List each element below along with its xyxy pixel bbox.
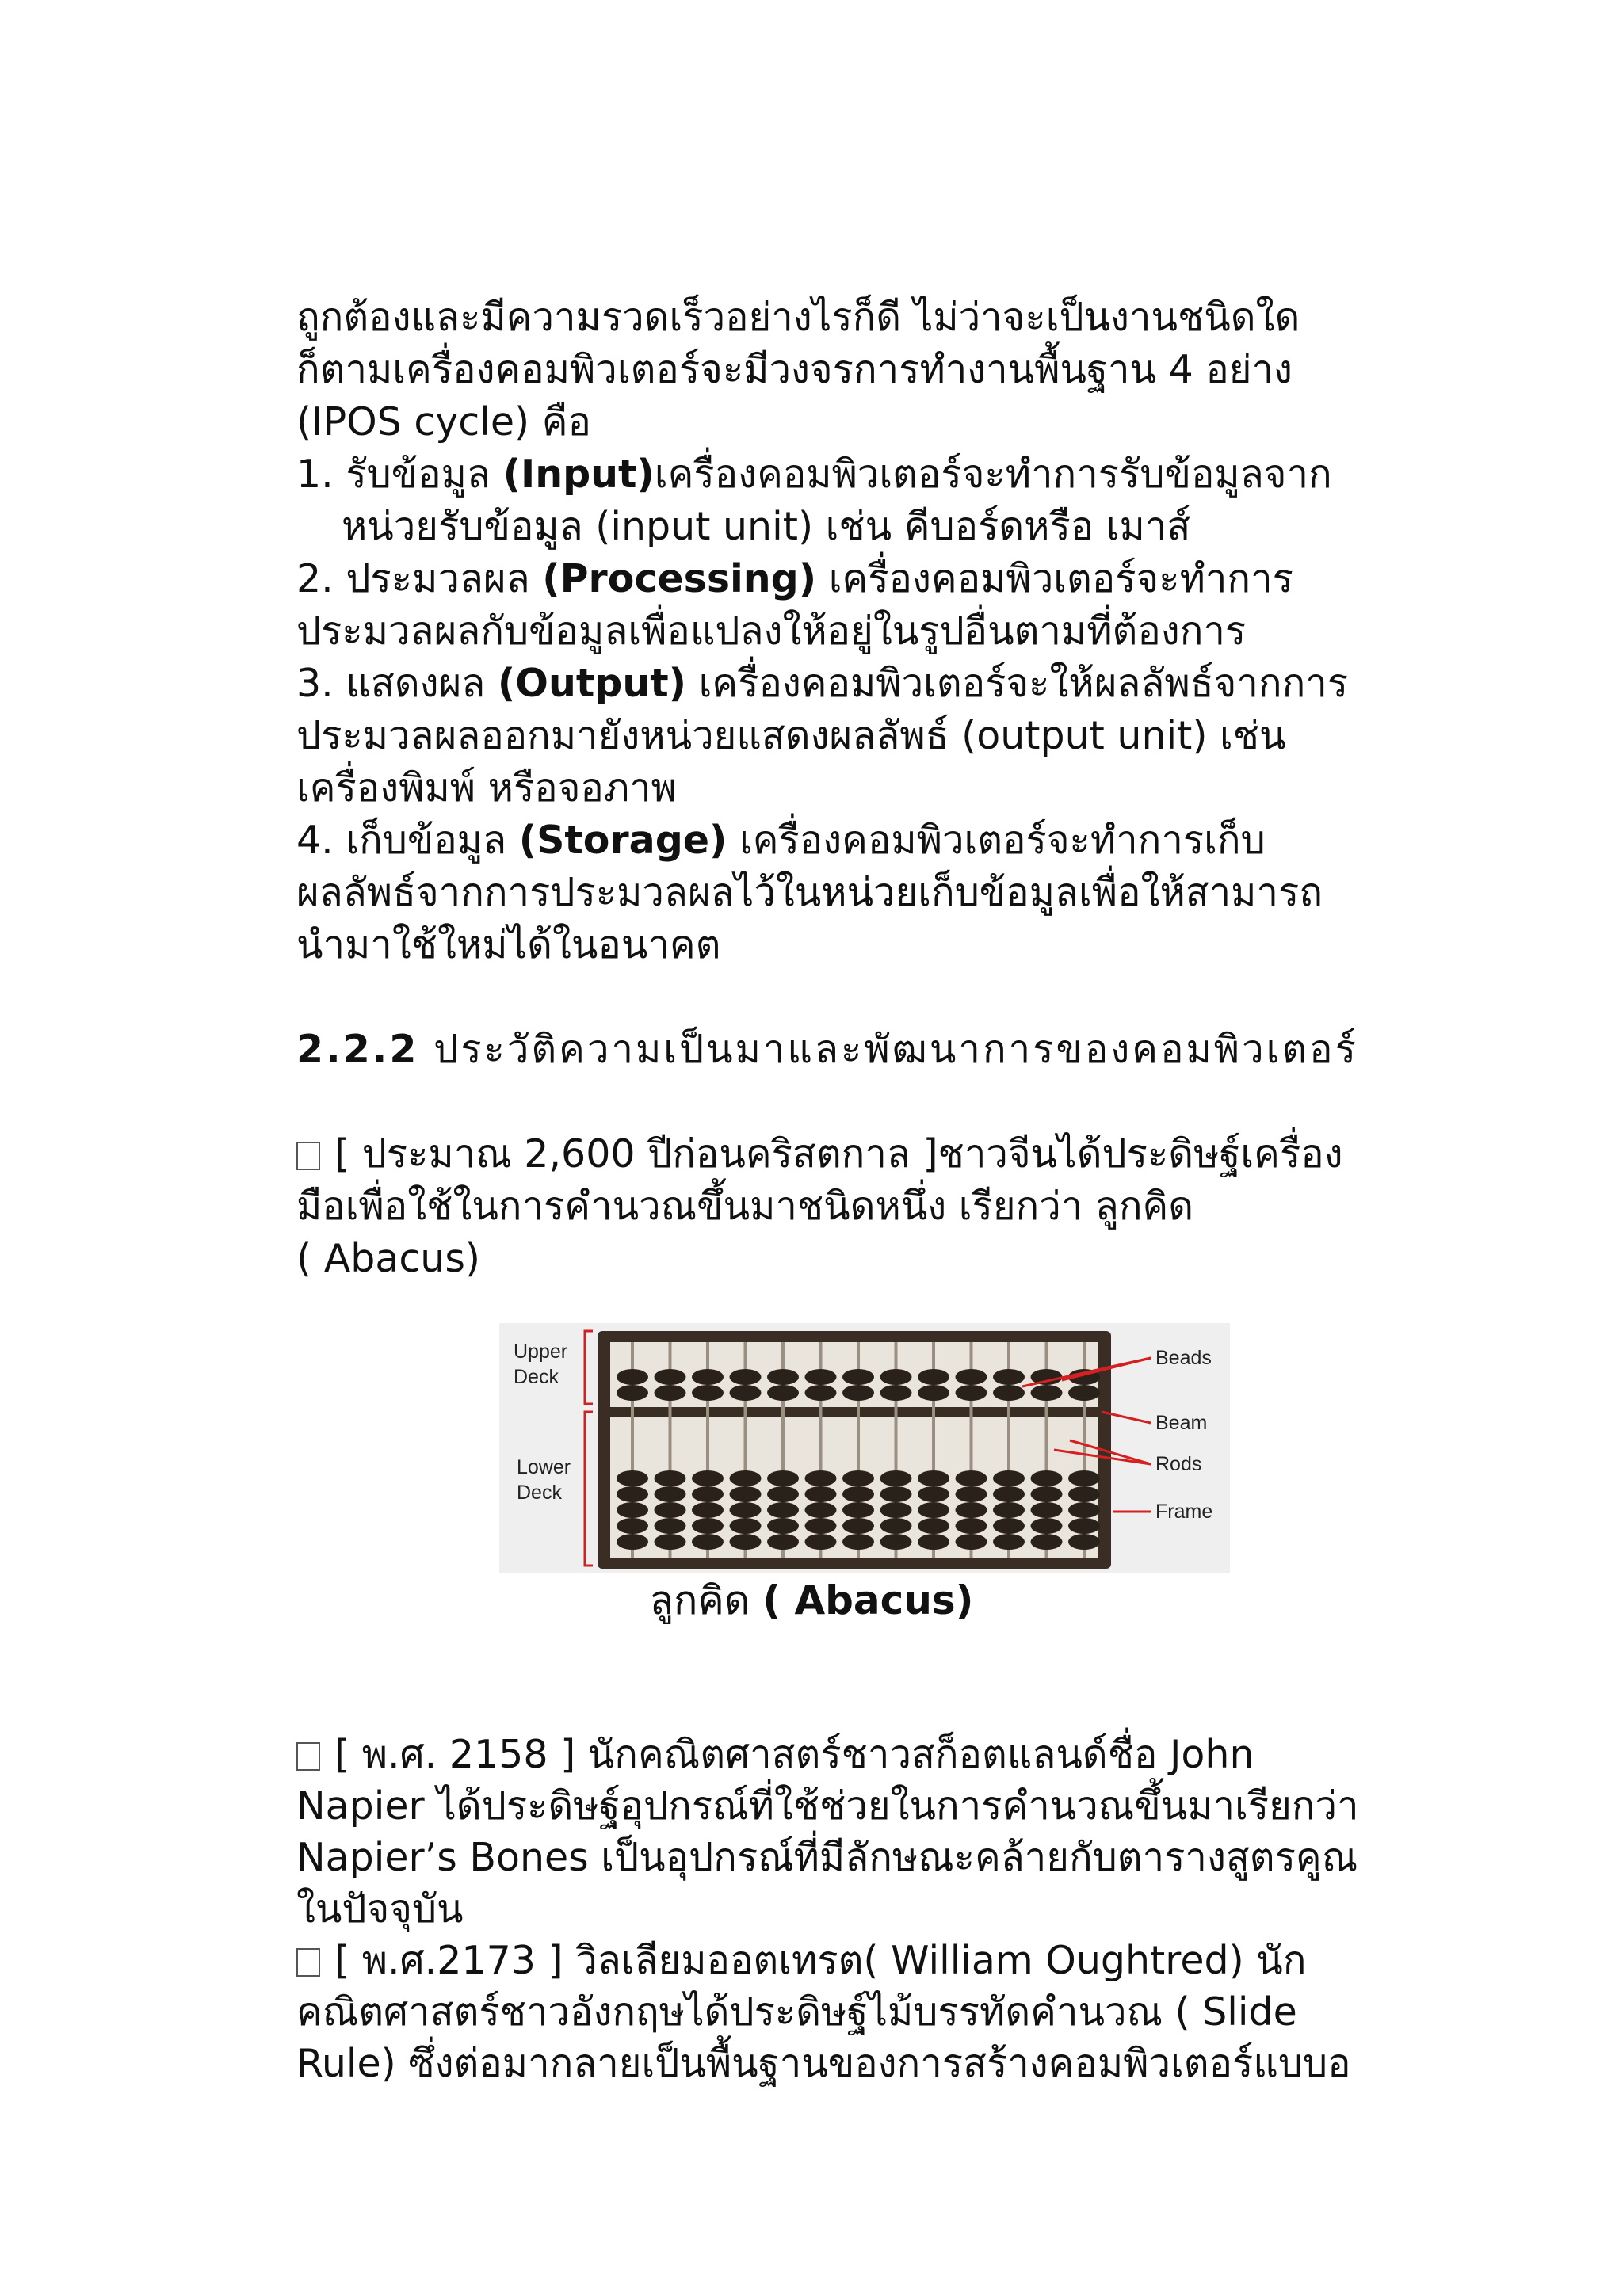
paragraph-line: ก็ตามเครื่องคอมพิวเตอร์จะมีวงจรการทำงานพื้นฐาน 4 อย่าง (296, 347, 1293, 392)
abacus-bead (617, 1518, 648, 1534)
abacus-bead (805, 1486, 837, 1502)
step-output-line2: ประมวลผลออกมายังหน่วยแสดงผลลัพธ์ (output unit) เช่น (296, 713, 1286, 758)
abacus-bead (1068, 1502, 1100, 1518)
abacus-bead (692, 1385, 724, 1401)
abacus-bead (655, 1486, 686, 1502)
step-processing: 2. ประมวลผล (Processing) เครื่องคอมพิวเตอร์จะทำการ (296, 556, 1293, 601)
abacus-bead (842, 1534, 874, 1550)
abacus-bead (993, 1385, 1025, 1401)
abacus-bead (730, 1385, 762, 1401)
abacus-bead (1031, 1470, 1063, 1486)
lower-deck-bracket (585, 1412, 593, 1566)
abacus-bead (1031, 1534, 1063, 1550)
abacus-bead (880, 1385, 912, 1401)
abacus-diagram (499, 1323, 1230, 1573)
step-processing-line2: ประมวลผลกับข้อมูลเพื่อแปลงให้อยู่ในรูปอื่นตามที่ต้องการ (296, 608, 1247, 654)
abacus-bead (842, 1369, 874, 1385)
main-text (296, 292, 1453, 1285)
section-heading: 2.2.2 ประวัติความเป็นมาและพัฒนาการของคอมพิวเตอร์ (296, 1027, 1358, 1072)
abacus-bead (956, 1534, 987, 1550)
abacus-bead (1031, 1385, 1063, 1401)
abacus-bead (730, 1470, 762, 1486)
abacus-bead (617, 1502, 648, 1518)
abacus-bead (880, 1502, 912, 1518)
bullet-box-icon (296, 1948, 320, 1977)
abacus-bead (993, 1518, 1025, 1534)
abacus-bead (956, 1470, 987, 1486)
abacus-bead (692, 1486, 724, 1502)
abacus-bead (767, 1502, 799, 1518)
lower-text (296, 1729, 1469, 2089)
bullet-box-icon (296, 1742, 320, 1771)
step-output: 3. แสดงผล (Output) เครื่องคอมพิวเตอร์จะให้ผลลัพธ์จากการ (296, 661, 1349, 706)
abacus-bead (1068, 1385, 1100, 1401)
abacus-bead (730, 1369, 762, 1385)
abacus-bead (805, 1534, 837, 1550)
abacus-bead (617, 1369, 648, 1385)
abacus-bead (1068, 1486, 1100, 1502)
abacus-bead (617, 1385, 648, 1401)
frame-label: Frame (1155, 1501, 1213, 1523)
history-item-napier: [ พ.ศ. 2158 ] นักคณิตศาสตร์ชาวสก็อตแลนด์ชื่อ John (296, 1729, 1469, 1780)
beads-label: Beads (1155, 1347, 1212, 1369)
abacus-bead (1031, 1502, 1063, 1518)
history-line: ในปัจจุบัน (296, 1886, 464, 1932)
abacus-bead (842, 1385, 874, 1401)
abacus-bead (842, 1518, 874, 1534)
abacus-bead (918, 1470, 949, 1486)
abacus-bead (805, 1518, 837, 1534)
abacus-bead (730, 1518, 762, 1534)
abacus-bead (767, 1385, 799, 1401)
paragraph-line: (IPOS cycle) คือ (296, 399, 591, 444)
abacus-bead (918, 1486, 949, 1502)
lower-deck-label-1: Lower (517, 1456, 571, 1478)
abacus-bead (767, 1534, 799, 1550)
abacus-bead (956, 1486, 987, 1502)
abacus-bead (655, 1534, 686, 1550)
abacus-bead (805, 1385, 837, 1401)
abacus-bead (1068, 1518, 1100, 1534)
figure-caption: ลูกคิด ( Abacus) (649, 1577, 974, 1623)
abacus-bead (956, 1385, 987, 1401)
abacus-bead (842, 1486, 874, 1502)
step-storage: 4. เก็บข้อมูล (Storage) เครื่องคอมพิวเตอร์จะทำการเก็บ (296, 818, 1266, 863)
abacus-bead (918, 1502, 949, 1518)
abacus-bead (993, 1470, 1025, 1486)
abacus-bead (655, 1385, 686, 1401)
abacus-bead (880, 1486, 912, 1502)
abacus-bead (767, 1470, 799, 1486)
step-input-line2: หน่วยรับข้อมูล (input unit) เช่น คีบอร์ดหรือ เมาส์ (342, 504, 1191, 549)
step-input: 1. รับข้อมูล (Input)เครื่องคอมพิวเตอร์จะทำการรับข้อมูลจาก (296, 452, 1332, 497)
abacus-beam (610, 1407, 1098, 1417)
abacus-bead (956, 1518, 987, 1534)
abacus-bead (993, 1534, 1025, 1550)
abacus-bead (805, 1470, 837, 1486)
abacus-bead (956, 1502, 987, 1518)
lower-deck-label-2: Deck (517, 1482, 562, 1504)
abacus-bead (918, 1369, 949, 1385)
abacus-bead (617, 1470, 648, 1486)
bullet-box-icon (296, 1142, 320, 1170)
abacus-bead (880, 1518, 912, 1534)
abacus-bead (1068, 1470, 1100, 1486)
abacus-bead (880, 1470, 912, 1486)
upper-deck-bracket (585, 1331, 593, 1404)
abacus-bead (918, 1518, 949, 1534)
rods-label: Rods (1155, 1453, 1202, 1475)
beam-label: Beam (1155, 1412, 1208, 1434)
history-line: Rule) ซึ่งต่อมากลายเป็นพื้นฐานของการสร้างคอมพิวเตอร์แบบอ (296, 2041, 1351, 2086)
abacus-bead (918, 1385, 949, 1401)
paragraph-line: ถูกต้องและมีความรวดเร็วอย่างไรก็ดี ไม่ว่าจะเป็นงานชนิดใด (296, 295, 1300, 340)
abacus-bead (617, 1534, 648, 1550)
abacus-bead (880, 1369, 912, 1385)
upper-deck-label-1: Upper (514, 1341, 568, 1363)
abacus-bead (655, 1470, 686, 1486)
abacus-bead (993, 1502, 1025, 1518)
history-line: มือเพื่อใช้ในการคำนวณขึ้นมาชนิดหนึ่ง เรียกว่า ลูกคิด (296, 1184, 1194, 1229)
step-storage-line2: ผลลัพธ์จากการประมวลผลไว้ในหน่วยเก็บข้อมูลเพื่อให้สามารถ (296, 870, 1323, 915)
upper-deck-label-2: Deck (514, 1366, 559, 1388)
abacus-bead (730, 1502, 762, 1518)
abacus-bead (655, 1369, 686, 1385)
abacus-bead (918, 1534, 949, 1550)
abacus-bead (993, 1486, 1025, 1502)
abacus-bead (692, 1502, 724, 1518)
abacus-bead (692, 1470, 724, 1486)
history-line: คณิตศาสตร์ชาวอังกฤษได้ประดิษฐ์ไม้บรรทัดคำนวณ ( Slide (296, 1989, 1297, 2035)
abacus-bead (767, 1369, 799, 1385)
abacus-bead (655, 1518, 686, 1534)
abacus-bead (730, 1534, 762, 1550)
history-line: ( Abacus) (296, 1236, 480, 1281)
abacus-bead (655, 1502, 686, 1518)
abacus-bead (767, 1486, 799, 1502)
abacus-bead (880, 1534, 912, 1550)
abacus-bead (692, 1534, 724, 1550)
abacus-bead (692, 1518, 724, 1534)
history-line: Napier’s Bones เป็นอุปกรณ์ที่มีลักษณะคล้ายกับตารางสูตรคูณ (296, 1835, 1358, 1880)
abacus-bead (956, 1369, 987, 1385)
abacus-bead (1031, 1518, 1063, 1534)
history-item-oughtred: [ พ.ศ.2173 ] วิลเลียมออตเทรต( William Oughtred) นัก (296, 1935, 1469, 1986)
abacus-bead (617, 1486, 648, 1502)
abacus-bead (1068, 1534, 1100, 1550)
step-output-line3: เครื่องพิมพ์ หรือจอภาพ (296, 765, 677, 810)
abacus-bead (842, 1502, 874, 1518)
abacus-bead (692, 1369, 724, 1385)
history-item-abacus: [ ประมาณ 2,600 ปีก่อนคริสตกาล ]ชาวจีนได้ประดิษฐ์เครื่อง (296, 1128, 1453, 1180)
abacus-bead (805, 1502, 837, 1518)
abacus-bead (767, 1518, 799, 1534)
abacus-bead (805, 1369, 837, 1385)
abacus-figure (499, 1323, 1230, 1573)
step-storage-line3: นำมาใช้ใหม่ได้ในอนาคต (296, 922, 721, 967)
abacus-bead (993, 1369, 1025, 1385)
abacus-bead (730, 1486, 762, 1502)
history-line: Napier ได้ประดิษฐ์อุปกรณ์ที่ใช้ช่วยในการคำนวณขึ้นมาเรียกว่า (296, 1783, 1359, 1829)
abacus-bead (842, 1470, 874, 1486)
abacus-bead (1031, 1486, 1063, 1502)
